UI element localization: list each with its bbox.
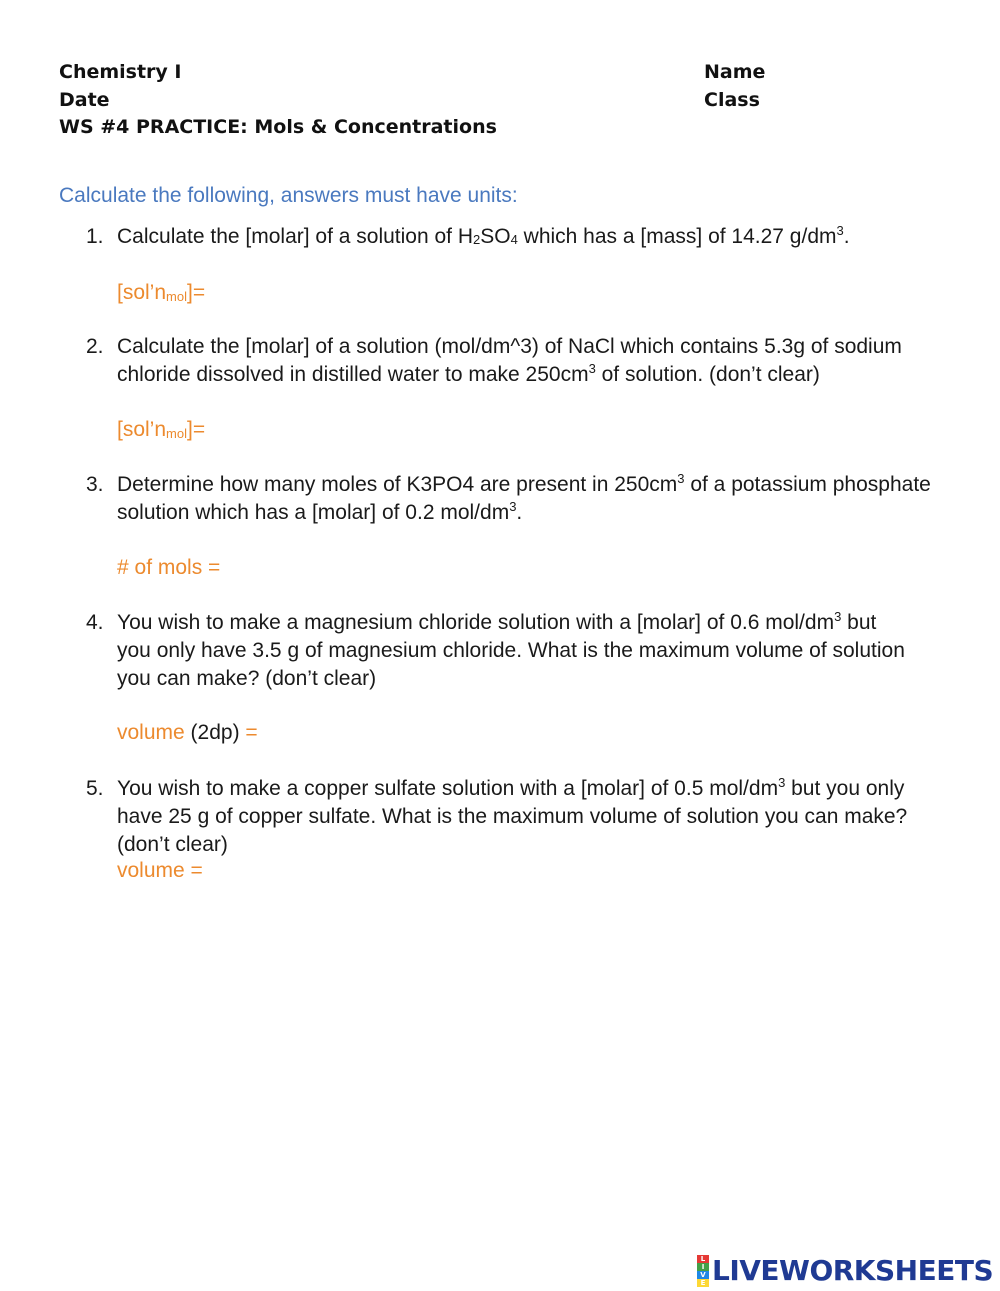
question-line: Calculate the [molar] of a solution (mol/dm^3) of NaCl which contains 5.3g of sodium xyxy=(117,335,902,358)
question-5 xyxy=(86,775,946,859)
question-line: Calculate the [molar] of a solution of H2SO4 which has a [mass] of 14.27 $g/dm^3$. xyxy=(117,223,850,248)
question-2 xyxy=(86,333,946,389)
question-line: chloride dissolved in distilled water to make $250cm^3$ of solution. (don’t clear) xyxy=(117,361,820,386)
answer-prompt-5[interactable]: volume = xyxy=(117,859,203,882)
question-line: You wish to make a copper sulfate solution with a [molar] of 0.5 mol/$dm^3$ but you only xyxy=(117,775,905,800)
name-label: Name xyxy=(704,61,766,83)
answer-prompt-2[interactable]: [sol’nmol]= xyxy=(117,418,206,441)
question-line: solution which has a [molar] of 0.2 mol/$dm^3$. xyxy=(117,499,523,524)
answer-prompt-4[interactable]: volume (2dp) = xyxy=(117,721,258,744)
question-line: You wish to make a magnesium chloride solution with a [molar] of 0.6 mol/$dm^3$ but xyxy=(117,609,877,634)
question-line: you can make? (don’t clear) xyxy=(117,667,377,690)
question-line: you only have 3.5 g of magnesium chloride. What is the maximum volume of solution xyxy=(117,639,905,662)
question-line: have 25 g of copper sulfate. What is the maximum volume of solution you can make? xyxy=(117,805,908,828)
question-number: 3. xyxy=(86,473,104,496)
worksheet-title: WS #4 PRACTICE: Mols & Concentrations xyxy=(59,116,497,138)
logo-text: LIVEWORKSHEETS xyxy=(712,1254,994,1287)
question-number: 1. xyxy=(86,225,104,248)
date-label: Date xyxy=(59,89,110,111)
class-label: Class xyxy=(704,89,760,111)
question-number: 4. xyxy=(86,611,104,634)
question-number: 2. xyxy=(86,335,104,358)
question-1 xyxy=(86,223,946,254)
course-title: Chemistry I xyxy=(59,61,182,83)
question-4 xyxy=(86,609,946,693)
answer-prompt-3[interactable]: # of mols = xyxy=(117,556,221,579)
question-3 xyxy=(86,471,946,527)
instruction-text: Calculate the following, answers must have units: xyxy=(59,184,518,207)
question-line: (don’t clear) xyxy=(117,833,228,856)
question-line: Determine how many moles of K3PO4 are present in $250cm^3$ of a potassium phosphate xyxy=(117,471,931,496)
liveworksheets-logo xyxy=(697,1255,993,1287)
logo-mark-icon: L I V E xyxy=(697,1255,709,1287)
answer-prompt-1[interactable]: [sol’nmol]= xyxy=(117,281,206,304)
question-number: 5. xyxy=(86,777,104,800)
